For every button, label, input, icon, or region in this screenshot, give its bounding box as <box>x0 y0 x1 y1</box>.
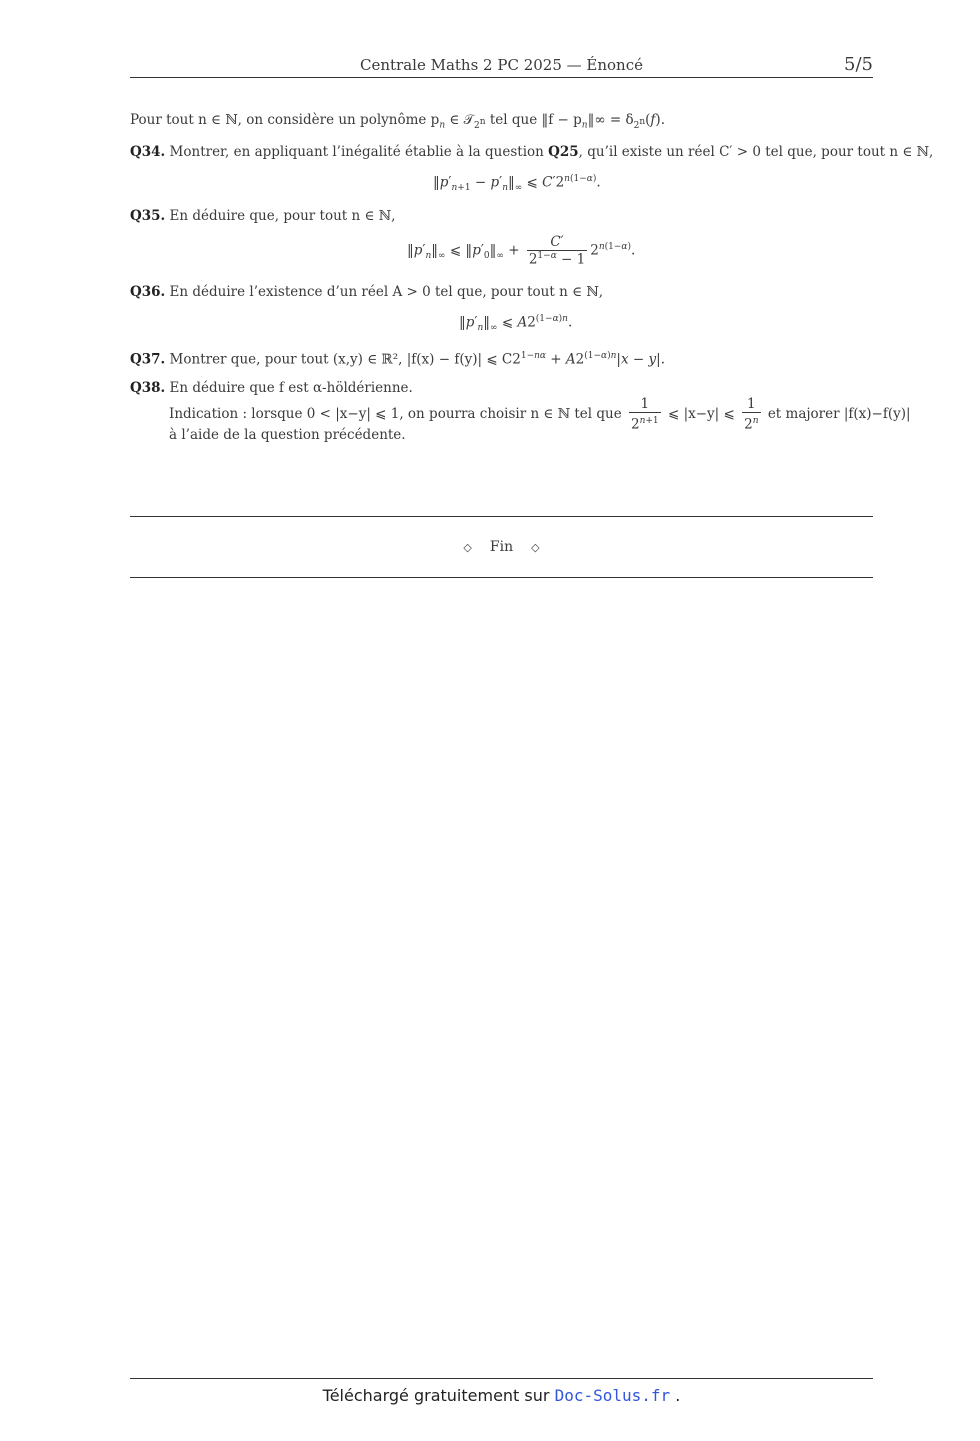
header-rule <box>130 77 873 78</box>
question-35: Q35. En déduire que, pour tout n ∈ ℕ, <box>130 208 396 224</box>
diamond-icon: ◇ <box>531 541 540 554</box>
question-label: Q35. <box>130 208 166 224</box>
equation-q35: $‖p'_n‖_\infty$ ⩽ $‖p'_0‖_\infty$ + $\frac{C'}{2^{1-\alpha} - 1}$ $2^{n(1-\alpha)}$. <box>407 234 636 268</box>
document-header-title: Centrale Maths 2 PC 2025 — Énoncé <box>360 56 643 74</box>
question-38: Q38. En déduire que f est α-höldérienne. <box>130 380 413 396</box>
equation-q36: $‖p'_n‖_\infty$ ⩽ $A2^{(1-\alpha)n}$. <box>459 314 573 334</box>
question-38-indication-end: à l’aide de la question précédente. <box>169 427 406 443</box>
question-label: Q38. <box>130 380 166 396</box>
question-label: Q37. <box>130 351 166 368</box>
intro-paragraph: Pour tout n ∈ ℕ, on considère un polynôme $p_n$ ∈ 𝒯$_{2^n}$ tel que ‖f − $p_n‖\infty = \delta_{2^n}(f)$. <box>130 112 665 131</box>
question-38-indication: Indication : lorsque 0 < |x−y| ⩽ 1, on pourra choisir n ∈ ℕ tel que $\frac{1}{2^{n+1}}$ ⩽ |x−y| ⩽ $\frac{1}{2^n}$ et majorer |f(x)−f(y)| <box>169 396 911 433</box>
footer: Téléchargé gratuitement sur Doc-Solus.fr . <box>322 1386 681 1405</box>
diamond-icon: ◇ <box>463 541 472 554</box>
question-37: Q37. Montrer que, pour tout (x,y) ∈ ℝ², |f(x) − f(y)| ⩽ $C2^{1-n\alpha} + A2^{(1-\alpha)n}|x - y|$. <box>130 351 665 368</box>
question-label: Q34. <box>130 144 166 160</box>
fin-top-rule <box>130 516 873 517</box>
footer-rule <box>130 1378 873 1379</box>
fin-bottom-rule <box>130 577 873 578</box>
question-label: Q36. <box>130 284 166 300</box>
question-34: Q34. Montrer, en appliquant l’inégalité établie à la question Q25, qu’il existe un réel C′ > 0 tel que, pour tout n ∈ ℕ, <box>130 144 934 160</box>
question-36: Q36. En déduire l’existence d’un réel A > 0 tel que, pour tout n ∈ ℕ, <box>130 284 603 300</box>
page-number: 5/5 <box>844 54 873 75</box>
equation-q34: $‖p'_{n+1}$ − $p'_n‖_\infty$ ⩽ $C'2^{n(1-\alpha)}$. <box>433 174 601 194</box>
doc-solus-link[interactable]: Doc-Solus.fr <box>554 1386 671 1405</box>
fin-marker: ◇ Fin ◇ <box>463 539 540 555</box>
question-reference: Q25 <box>548 144 579 160</box>
